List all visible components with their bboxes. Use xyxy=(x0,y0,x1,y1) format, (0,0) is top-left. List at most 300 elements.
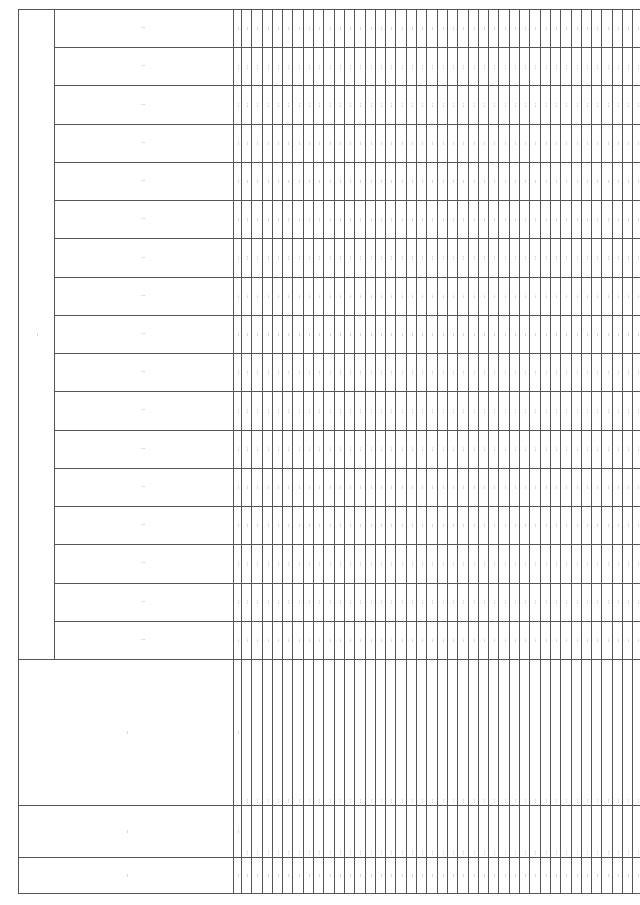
year-cell: … xyxy=(375,392,385,430)
year-cell: … xyxy=(252,277,262,315)
year-cell: … xyxy=(489,10,499,48)
year-cell: … xyxy=(633,545,640,583)
row-number-cell: … xyxy=(571,858,581,894)
year-cell: … xyxy=(427,545,437,583)
year-cell: … xyxy=(458,10,468,48)
year-cell: … xyxy=(283,621,293,659)
year-cell: … xyxy=(633,392,640,430)
address-cell: … xyxy=(561,660,571,806)
year-cell: … xyxy=(242,277,252,315)
year-cell: … xyxy=(592,354,602,392)
year-cell: … xyxy=(242,239,252,277)
year-cell: … xyxy=(355,86,365,124)
year-cell: … xyxy=(530,201,540,239)
year-cell: … xyxy=(355,239,365,277)
year-cell: … xyxy=(612,545,622,583)
year-cell: … xyxy=(324,315,334,353)
address-cell: … xyxy=(499,660,509,806)
year-cell: … xyxy=(499,10,509,48)
year-cell: … xyxy=(612,277,622,315)
year-cell: … xyxy=(499,124,509,162)
table-row xyxy=(437,10,447,894)
year-cell: … xyxy=(242,315,252,353)
year-cell: … xyxy=(334,354,344,392)
year-cell: … xyxy=(561,162,571,200)
year-cell: … xyxy=(458,621,468,659)
year-cell: … xyxy=(406,392,416,430)
year-cell: … xyxy=(355,468,365,506)
column-number: … xyxy=(234,660,242,806)
year-cell: … xyxy=(509,48,519,86)
year-cell: … xyxy=(447,86,457,124)
year-cell: … xyxy=(355,545,365,583)
row-number-cell: … xyxy=(602,858,612,894)
category-header xyxy=(55,392,234,430)
header-address: … xyxy=(19,660,234,806)
year-cell: … xyxy=(633,277,640,315)
row-number-cell: … xyxy=(324,858,334,894)
year-cell: … xyxy=(561,392,571,430)
year-cell: … xyxy=(550,354,560,392)
table-row xyxy=(447,10,457,894)
year-cell: … xyxy=(334,239,344,277)
year-cell: … xyxy=(633,48,640,86)
year-cell: … xyxy=(324,86,334,124)
year-cell: … xyxy=(406,239,416,277)
municipality-cell: … xyxy=(293,806,303,858)
table-row xyxy=(417,10,427,894)
year-cell: … xyxy=(314,583,324,621)
year-cell: … xyxy=(396,621,406,659)
year-cell: … xyxy=(314,10,324,48)
year-cell: … xyxy=(520,239,530,277)
year-cell: … xyxy=(571,583,581,621)
category-header xyxy=(55,277,234,315)
category-header-label: … xyxy=(141,408,146,414)
table-row xyxy=(602,10,612,894)
year-cell: … xyxy=(489,545,499,583)
year-cell: … xyxy=(550,48,560,86)
year-cell: … xyxy=(242,392,252,430)
year-cell: … xyxy=(550,545,560,583)
year-cell: … xyxy=(602,201,612,239)
year-cell: … xyxy=(509,10,519,48)
year-cell: … xyxy=(478,430,488,468)
year-cell: … xyxy=(344,48,354,86)
municipality-cell: … xyxy=(499,806,509,858)
year-cell: … xyxy=(550,239,560,277)
year-cell: … xyxy=(561,621,571,659)
year-cell: … xyxy=(447,507,457,545)
year-cell: … xyxy=(314,86,324,124)
municipality-cell: … xyxy=(386,806,396,858)
table-row xyxy=(324,10,334,894)
year-cell: … xyxy=(365,162,375,200)
year-cell: … xyxy=(622,354,632,392)
year-cell: … xyxy=(612,507,622,545)
year-cell: … xyxy=(334,507,344,545)
municipality-cell: … xyxy=(478,806,488,858)
year-cell: … xyxy=(581,354,591,392)
year-cell: … xyxy=(427,239,437,277)
category-header-label: … xyxy=(141,637,146,643)
municipality-cell: … xyxy=(458,806,468,858)
row-number-cell: … xyxy=(396,858,406,894)
year-cell: … xyxy=(375,10,385,48)
year-cell: … xyxy=(509,507,519,545)
table-row xyxy=(509,10,519,894)
year-cell: … xyxy=(540,468,550,506)
year-cell: … xyxy=(375,239,385,277)
row-number-cell: … xyxy=(427,858,437,894)
year-cell: … xyxy=(375,201,385,239)
year-cell: … xyxy=(344,201,354,239)
year-cell: … xyxy=(530,315,540,353)
header-num: … xyxy=(19,858,234,894)
row-number-cell: … xyxy=(540,858,550,894)
municipality-cell: … xyxy=(324,806,334,858)
year-cell: … xyxy=(334,124,344,162)
address-cell: … xyxy=(417,660,427,806)
municipality-cell: … xyxy=(468,806,478,858)
address-cell: … xyxy=(458,660,468,806)
table-row xyxy=(406,10,416,894)
year-cell: … xyxy=(592,468,602,506)
year-cell: … xyxy=(468,124,478,162)
year-cell: … xyxy=(478,10,488,48)
year-cell: … xyxy=(550,468,560,506)
year-cell: … xyxy=(468,315,478,353)
address-cell: … xyxy=(602,660,612,806)
year-cell: … xyxy=(499,354,509,392)
table-row xyxy=(293,10,303,894)
year-cell: … xyxy=(365,392,375,430)
year-cell: … xyxy=(437,315,447,353)
year-cell: … xyxy=(509,468,519,506)
address-cell: … xyxy=(314,660,324,806)
year-cell: … xyxy=(478,583,488,621)
year-cell: … xyxy=(509,239,519,277)
year-cell: … xyxy=(612,354,622,392)
address-cell: … xyxy=(252,660,262,806)
category-header-label: … xyxy=(141,599,146,605)
year-cell: … xyxy=(242,468,252,506)
year-cell: … xyxy=(386,583,396,621)
municipality-cell: … xyxy=(530,806,540,858)
year-cell: … xyxy=(550,277,560,315)
year-cell: … xyxy=(550,392,560,430)
row-number-cell: … xyxy=(622,858,632,894)
table-row xyxy=(478,10,488,894)
table-row xyxy=(355,10,365,894)
year-cell: … xyxy=(293,86,303,124)
year-cell: … xyxy=(242,86,252,124)
year-cell: … xyxy=(272,124,282,162)
year-cell: … xyxy=(540,162,550,200)
year-cell: … xyxy=(489,48,499,86)
year-cell: … xyxy=(633,201,640,239)
year-cell: … xyxy=(437,277,447,315)
column-number: … xyxy=(234,545,242,583)
year-cell: … xyxy=(272,392,282,430)
year-cell: … xyxy=(375,507,385,545)
row-number-cell: … xyxy=(386,858,396,894)
year-cell: … xyxy=(540,354,550,392)
year-cell: … xyxy=(417,430,427,468)
year-cell: … xyxy=(427,583,437,621)
row-number-cell: … xyxy=(375,858,385,894)
table-row xyxy=(530,10,540,894)
year-cell: … xyxy=(561,545,571,583)
category-header xyxy=(55,201,234,239)
year-cell: … xyxy=(509,545,519,583)
year-cell: … xyxy=(417,48,427,86)
year-cell: … xyxy=(468,239,478,277)
year-cell: … xyxy=(262,162,272,200)
category-header xyxy=(55,86,234,124)
year-cell: … xyxy=(633,239,640,277)
table-row xyxy=(252,10,262,894)
municipality-cell: … xyxy=(417,806,427,858)
column-number: … xyxy=(234,277,242,315)
year-cell: … xyxy=(417,239,427,277)
year-cell: … xyxy=(571,354,581,392)
year-cell: … xyxy=(262,507,272,545)
year-cell: … xyxy=(622,583,632,621)
year-cell: … xyxy=(633,315,640,353)
year-cell: … xyxy=(509,354,519,392)
year-cell: … xyxy=(622,315,632,353)
year-cell: … xyxy=(314,392,324,430)
year-cell: … xyxy=(520,86,530,124)
row-number-cell: … xyxy=(468,858,478,894)
year-cell: … xyxy=(293,354,303,392)
category-header xyxy=(55,10,234,48)
row-number-cell: … xyxy=(581,858,591,894)
column-number: … xyxy=(234,430,242,468)
year-cell: … xyxy=(612,468,622,506)
address-cell: … xyxy=(375,660,385,806)
year-cell: … xyxy=(540,86,550,124)
year-cell: … xyxy=(478,201,488,239)
year-cell: … xyxy=(540,621,550,659)
year-cell: … xyxy=(262,392,272,430)
row-number-cell: … xyxy=(530,858,540,894)
year-cell: … xyxy=(509,315,519,353)
year-cell: … xyxy=(499,277,509,315)
year-cell: … xyxy=(499,583,509,621)
year-cell: … xyxy=(427,124,437,162)
year-cell: … xyxy=(303,201,313,239)
row-number-cell: … xyxy=(633,858,640,894)
year-cell: … xyxy=(612,86,622,124)
year-cell: … xyxy=(334,621,344,659)
year-cell: … xyxy=(581,583,591,621)
year-cell: … xyxy=(283,48,293,86)
address-cell: … xyxy=(530,660,540,806)
year-cell: … xyxy=(571,201,581,239)
column-number: … xyxy=(234,392,242,430)
year-cell: … xyxy=(406,277,416,315)
year-cell: … xyxy=(344,277,354,315)
column-number: … xyxy=(234,239,242,277)
year-cell: … xyxy=(344,315,354,353)
year-cell: … xyxy=(283,124,293,162)
year-cell: … xyxy=(458,392,468,430)
year-cell: … xyxy=(592,277,602,315)
row-number-cell: … xyxy=(283,858,293,894)
year-cell: … xyxy=(622,621,632,659)
column-number: … xyxy=(234,201,242,239)
year-cell: … xyxy=(437,86,447,124)
year-cell: … xyxy=(550,315,560,353)
year-cell: … xyxy=(242,545,252,583)
year-cell: … xyxy=(530,468,540,506)
year-cell: … xyxy=(262,10,272,48)
year-cell: … xyxy=(272,545,282,583)
municipality-cell: … xyxy=(283,806,293,858)
year-cell: … xyxy=(303,239,313,277)
municipality-cell: … xyxy=(262,806,272,858)
year-cell: … xyxy=(489,621,499,659)
year-cell: … xyxy=(458,277,468,315)
year-cell: … xyxy=(427,86,437,124)
address-cell: … xyxy=(540,660,550,806)
year-cell: … xyxy=(499,48,509,86)
year-cell: … xyxy=(427,48,437,86)
year-cell: … xyxy=(561,468,571,506)
year-cell: … xyxy=(396,315,406,353)
table-row xyxy=(592,10,602,894)
year-cell: … xyxy=(252,48,262,86)
year-cell: … xyxy=(283,162,293,200)
year-cell: … xyxy=(365,277,375,315)
municipality-cell: … xyxy=(314,806,324,858)
table-row xyxy=(344,10,354,894)
year-cell: … xyxy=(365,583,375,621)
table-row xyxy=(314,10,324,894)
year-cell: … xyxy=(458,239,468,277)
year-cell: … xyxy=(478,545,488,583)
year-cell: … xyxy=(561,277,571,315)
address-cell: … xyxy=(344,660,354,806)
year-cell: … xyxy=(499,86,509,124)
year-cell: … xyxy=(478,315,488,353)
year-cell: … xyxy=(581,468,591,506)
year-cell: … xyxy=(406,430,416,468)
address-cell: … xyxy=(509,660,519,806)
address-cell: … xyxy=(550,660,560,806)
year-cell: … xyxy=(581,621,591,659)
year-cell: … xyxy=(406,545,416,583)
year-cell: … xyxy=(622,468,632,506)
category-header-label: … xyxy=(141,102,146,108)
year-cell: … xyxy=(406,315,416,353)
municipality-cell: … xyxy=(252,806,262,858)
column-number: … xyxy=(234,583,242,621)
year-cell: … xyxy=(520,468,530,506)
year-cell: … xyxy=(592,583,602,621)
row-number-cell: … xyxy=(334,858,344,894)
year-cell: … xyxy=(458,201,468,239)
year-cell: … xyxy=(602,392,612,430)
year-cell: … xyxy=(612,392,622,430)
year-cell: … xyxy=(489,124,499,162)
year-cell: … xyxy=(283,545,293,583)
table-row xyxy=(561,10,571,894)
year-cell: … xyxy=(355,10,365,48)
year-cell: … xyxy=(355,162,365,200)
year-cell: … xyxy=(272,468,282,506)
year-cell: … xyxy=(447,430,457,468)
year-cell: … xyxy=(633,468,640,506)
category-header xyxy=(55,48,234,86)
year-cell: … xyxy=(581,277,591,315)
category-header xyxy=(55,468,234,506)
year-cell: … xyxy=(396,48,406,86)
year-cell: … xyxy=(355,621,365,659)
year-cell: … xyxy=(262,124,272,162)
year-cell: … xyxy=(437,162,447,200)
year-cell: … xyxy=(242,621,252,659)
year-cell: … xyxy=(458,507,468,545)
year-cell: … xyxy=(478,621,488,659)
row-number-cell: … xyxy=(417,858,427,894)
year-cell: … xyxy=(262,621,272,659)
year-cell: … xyxy=(602,10,612,48)
year-cell: … xyxy=(417,124,427,162)
address-cell: … xyxy=(592,660,602,806)
year-cell: … xyxy=(272,239,282,277)
year-cell: … xyxy=(314,430,324,468)
year-cell: … xyxy=(612,315,622,353)
year-cell: … xyxy=(571,277,581,315)
year-cell: … xyxy=(406,124,416,162)
year-cell: … xyxy=(406,10,416,48)
year-cell: … xyxy=(283,468,293,506)
year-cell: … xyxy=(386,277,396,315)
municipality-cell: … xyxy=(550,806,560,858)
table-row xyxy=(571,10,581,894)
year-cell: … xyxy=(417,201,427,239)
year-cell: … xyxy=(396,86,406,124)
year-cell: … xyxy=(561,48,571,86)
municipality-cell: … xyxy=(242,806,252,858)
year-cell: … xyxy=(396,201,406,239)
year-cell: … xyxy=(458,430,468,468)
year-cell: … xyxy=(334,545,344,583)
year-cell: … xyxy=(602,277,612,315)
year-cell: … xyxy=(489,162,499,200)
year-cell: … xyxy=(406,468,416,506)
year-cell: … xyxy=(499,315,509,353)
year-cell: … xyxy=(314,621,324,659)
year-cell: … xyxy=(283,10,293,48)
row-number-cell: … xyxy=(406,858,416,894)
year-cell: … xyxy=(406,86,416,124)
year-cell: … xyxy=(375,315,385,353)
year-cell: … xyxy=(293,430,303,468)
year-cell: … xyxy=(386,124,396,162)
year-cell: … xyxy=(530,86,540,124)
year-cell: … xyxy=(592,86,602,124)
year-cell: … xyxy=(612,239,622,277)
year-cell: … xyxy=(468,162,478,200)
municipality-cell: … xyxy=(396,806,406,858)
year-cell: … xyxy=(561,86,571,124)
year-cell: … xyxy=(561,315,571,353)
year-cell: … xyxy=(303,507,313,545)
